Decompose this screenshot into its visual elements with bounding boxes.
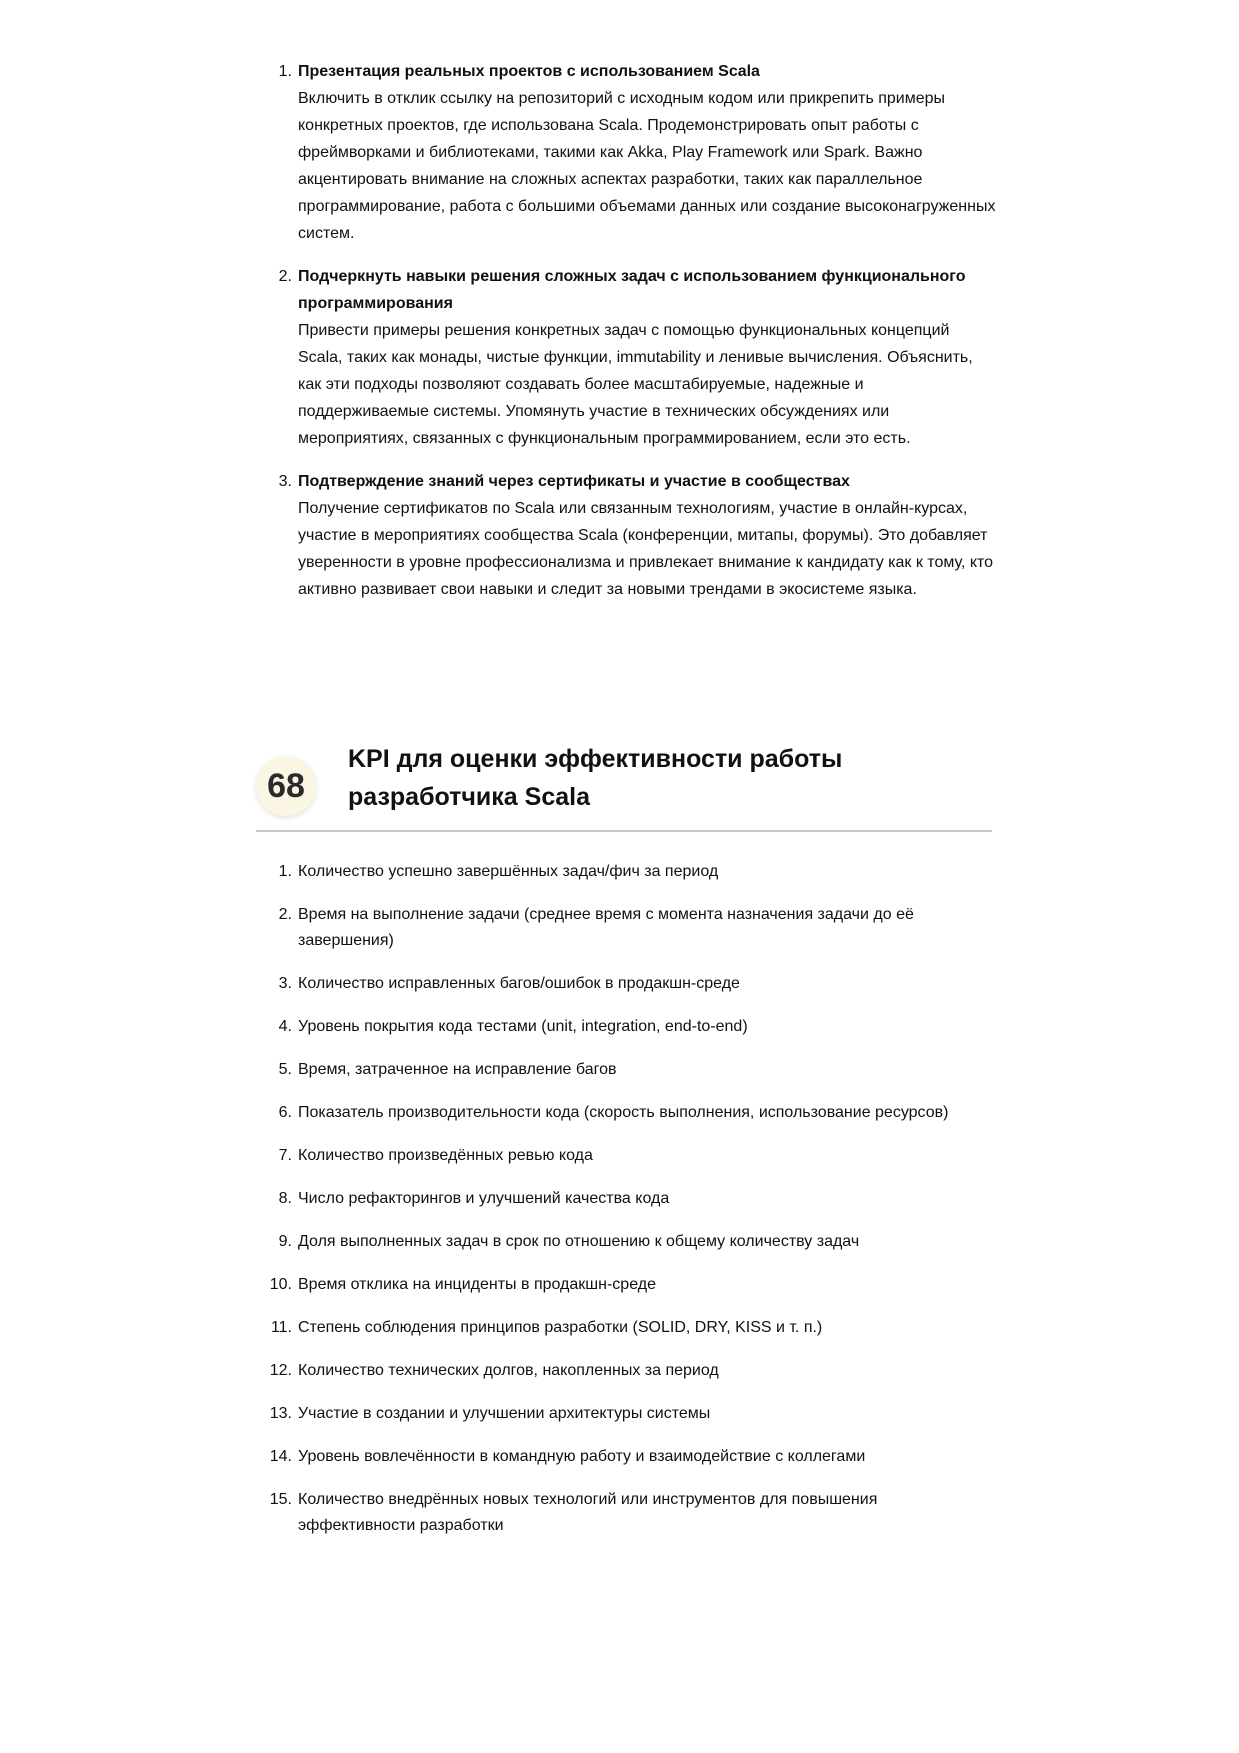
kpi-text: Уровень вовлечённости в командную работу и взаимодействие с коллегами (298, 1448, 866, 1465)
list-number: 5. (278, 1061, 292, 1078)
tip-item (256, 58, 996, 247)
kpi-text: Уровень покрытия кода тестами (unit, integration, end-to-end) (298, 1018, 748, 1035)
list-number: 2. (278, 906, 292, 923)
section-title: KPI для оценки эффективности работы разработчика Scala (348, 745, 843, 811)
list-number: 1. (278, 863, 292, 880)
list-item (256, 1186, 996, 1212)
kpi-text: Время отклика на инциденты в продакшн-среде (298, 1276, 656, 1293)
list-number: 8. (278, 1190, 292, 1207)
list-item (256, 1401, 996, 1427)
list-item (256, 1143, 996, 1169)
kpi-text: Количество технических долгов, накопленных за период (298, 1362, 719, 1379)
tips-list (256, 58, 996, 619)
kpi-text: Число рефакторингов и улучшений качества кода (298, 1190, 670, 1207)
tip-item (256, 468, 996, 603)
tip-description: Включить в отклик ссылку на репозиторий с исходным кодом или прикрепить примеры конкретных проектов, где использована Scala. Продемонстрировать опыт работы с фреймворками и библиотеками, такими как Akka, Play Framework или Spark. Важно акцентировать внимание на сложных аспектах разработки, таких как параллельное программирование, работа с большими объемами данных или создание высоконагруженных систем. (298, 90, 996, 242)
list-number: 6. (278, 1104, 292, 1121)
list-number: 13. (269, 1405, 292, 1422)
list-number: 3. (278, 473, 292, 490)
kpi-text: Количество внедрённых новых технологий или инструментов для повышения эффективности разработки (298, 1491, 878, 1534)
list-item (256, 1229, 996, 1255)
list-item (256, 1487, 996, 1539)
kpi-text: Количество исправленных багов/ошибок в продакшн-среде (298, 975, 740, 992)
tip-item (256, 263, 996, 452)
list-item (256, 1014, 996, 1040)
kpi-text: Время, затраченное на исправление багов (298, 1061, 617, 1078)
list-item (256, 1358, 996, 1384)
list-number: 12. (269, 1362, 292, 1379)
kpi-text: Количество произведённых ревью кода (298, 1147, 593, 1164)
list-item (256, 1057, 996, 1083)
list-number: 3. (278, 975, 292, 992)
list-number: 11. (270, 1319, 292, 1336)
tip-title: Подчеркнуть навыки решения сложных задач с использованием функционального программирования (298, 268, 966, 312)
list-item (256, 1444, 996, 1470)
list-item (256, 859, 996, 885)
list-number: 10. (269, 1276, 292, 1293)
list-item (256, 1315, 996, 1341)
list-number: 4. (278, 1018, 292, 1035)
kpi-text: Показатель производительности кода (скорость выполнения, использование ресурсов) (298, 1104, 949, 1121)
tip-description: Привести примеры решения конкретных задач с помощью функциональных концепций Scala, таких как монады, чистые функции, immutability и ленивые вычисления. Объяснить, как эти подходы позволяют создавать более масштабируемые, надежные и поддерживаемые системы. Упомянуть участие в технических обсуждениях или мероприятиях, связанных с функциональным программированием, если это есть. (298, 322, 973, 447)
list-number: 14. (269, 1448, 292, 1465)
list-number: 7. (278, 1147, 292, 1164)
tip-title: Подтверждение знаний через сертификаты и участие в сообществах (298, 473, 850, 490)
kpi-text: Степень соблюдения принципов разработки (SOLID, DRY, KISS и т. п.) (298, 1319, 823, 1336)
kpi-list (256, 859, 996, 1556)
kpi-text: Время на выполнение задачи (среднее время с момента назначения задачи до её завершения) (298, 906, 914, 949)
list-number: 1. (278, 63, 292, 80)
section-number-badge: 68 (256, 756, 316, 816)
tip-title: Презентация реальных проектов с использованием Scala (298, 63, 760, 80)
kpi-text: Доля выполненных задач в срок по отношению к общему количеству задач (298, 1233, 860, 1250)
list-number: 9. (278, 1233, 292, 1250)
list-number: 15. (269, 1491, 292, 1508)
tip-description: Получение сертификатов по Scala или связанным технологиям, участие в онлайн-курсах, участие в мероприятиях сообщества Scala (конференции, митапы, форумы). Это добавляет уверенности в уровне профессионализма и привлекает внимание к кандидату как к тому, кто активно развивает свои навыки и следит за новыми трендами в экосистеме языка. (298, 500, 994, 598)
list-item (256, 902, 996, 954)
list-item (256, 971, 996, 997)
list-number: 2. (278, 268, 292, 285)
list-item (256, 1100, 996, 1126)
list-item (256, 1272, 996, 1298)
kpi-text: Участие в создании и улучшении архитектуры системы (298, 1405, 711, 1422)
section-header (256, 746, 992, 832)
kpi-text: Количество успешно завершённых задач/фич за период (298, 863, 719, 880)
